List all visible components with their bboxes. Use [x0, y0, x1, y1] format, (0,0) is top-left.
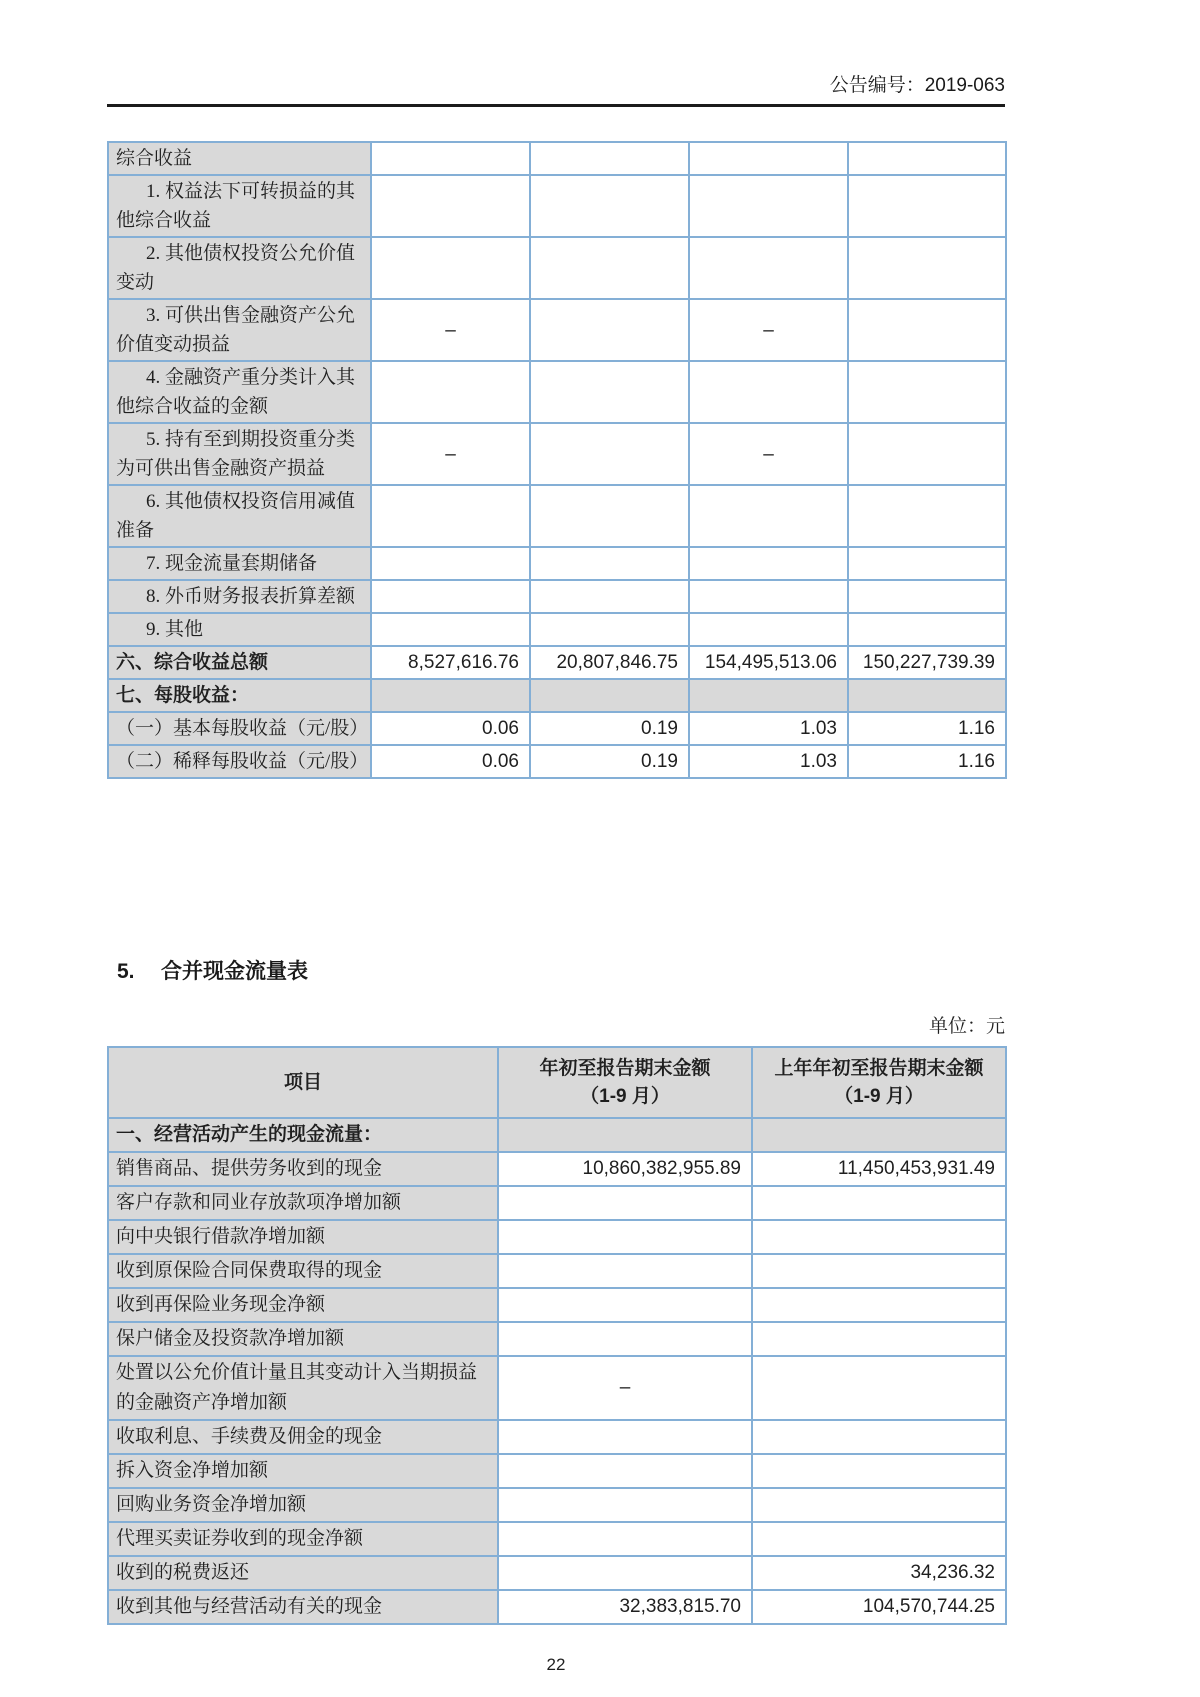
header-prior-period-column: [752, 1047, 1006, 1118]
announcement-number: 公告编号：2019-063: [829, 75, 1005, 96]
table-row: [108, 1254, 1006, 1288]
page-content: [107, 0, 1005, 1675]
table-row: [108, 485, 1006, 547]
value-cell: 32,383,815.70: [498, 1590, 752, 1624]
empty-value-cell: [498, 1254, 752, 1288]
value-cell: 104,570,744.25: [752, 1590, 1006, 1624]
value-cell: 0.06: [371, 745, 530, 778]
value-cell: 1.16: [848, 712, 1006, 745]
value-cell: 10,860,382,955.89: [498, 1152, 752, 1186]
row-label-cell: 8. 外币财务报表折算差额: [108, 580, 371, 613]
empty-value-cell: [371, 547, 530, 580]
table-row: [108, 142, 1006, 175]
nil-value-cell: –: [498, 1356, 752, 1420]
row-label-cell: （一）基本每股收益（元/股）: [108, 712, 371, 745]
table-row: [108, 1118, 1006, 1152]
empty-value-cell: [498, 1186, 752, 1220]
table-row: [108, 1288, 1006, 1322]
empty-value-cell: [848, 547, 1006, 580]
empty-value-cell: [848, 423, 1006, 485]
section-number: 5.: [117, 960, 135, 983]
empty-value-cell: [371, 142, 530, 175]
row-label-cell: 收到的税费返还: [108, 1556, 498, 1590]
row-label-cell: 6. 其他债权投资信用减值准备: [108, 485, 371, 547]
empty-value-cell: [689, 679, 848, 712]
page-number: 22: [546, 1655, 566, 1674]
table-row: [108, 745, 1006, 778]
row-label-cell: 2. 其他债权投资公允价值变动: [108, 237, 371, 299]
table-row: [108, 1152, 1006, 1186]
row-label-cell: 7. 现金流量套期储备: [108, 547, 371, 580]
empty-value-cell: [848, 299, 1006, 361]
empty-value-cell: [752, 1288, 1006, 1322]
empty-value-cell: [848, 175, 1006, 237]
row-label-cell: 拆入资金净增加额: [108, 1454, 498, 1488]
row-label-cell: 向中央银行借款净增加额: [108, 1220, 498, 1254]
row-label-cell: 回购业务资金净增加额: [108, 1488, 498, 1522]
empty-value-cell: [371, 613, 530, 646]
row-label-cell: 处置以公允价值计量且其变动计入当期损益的金融资产净增加额: [108, 1356, 498, 1420]
row-label-cell: 收取利息、手续费及佣金的现金: [108, 1420, 498, 1454]
empty-value-cell: [752, 1186, 1006, 1220]
empty-value-cell: [848, 361, 1006, 423]
row-label-cell: 收到原保险合同保费取得的现金: [108, 1254, 498, 1288]
empty-value-cell: [371, 485, 530, 547]
row-label-cell: 5. 持有至到期投资重分类为可供出售金融资产损益: [108, 423, 371, 485]
header-prior-period-line2: （1-9 月）: [834, 1085, 924, 1107]
empty-value-cell: [530, 299, 689, 361]
table-header-row: [108, 1047, 1006, 1118]
value-cell: 0.19: [530, 745, 689, 778]
row-label-cell: 一、经营活动产生的现金流量：: [108, 1118, 498, 1152]
empty-value-cell: [752, 1254, 1006, 1288]
comprehensive-income-table: [107, 141, 1007, 779]
empty-value-cell: [848, 142, 1006, 175]
table-row: [108, 712, 1006, 745]
empty-value-cell: [530, 142, 689, 175]
table-row: [108, 1186, 1006, 1220]
table-row: [108, 646, 1006, 679]
header-rule: [107, 104, 1005, 107]
value-cell: 0.06: [371, 712, 530, 745]
header-current-period-line2: （1-9 月）: [580, 1085, 670, 1107]
empty-value-cell: [530, 175, 689, 237]
value-cell: 1.03: [689, 745, 848, 778]
section-title: 合并现金流量表: [161, 960, 308, 983]
table-row: [108, 613, 1006, 646]
nil-value-cell: –: [689, 423, 848, 485]
row-label-cell: 收到再保险业务现金净额: [108, 1288, 498, 1322]
table-row: [108, 1488, 1006, 1522]
table-row: [108, 580, 1006, 613]
empty-value-cell: [498, 1322, 752, 1356]
table-row: [108, 1454, 1006, 1488]
empty-value-cell: [848, 580, 1006, 613]
table-row: [108, 1522, 1006, 1556]
header-item-label: 项目: [283, 1071, 322, 1093]
empty-value-cell: [752, 1420, 1006, 1454]
empty-value-cell: [371, 175, 530, 237]
empty-value-cell: [498, 1556, 752, 1590]
empty-value-cell: [530, 361, 689, 423]
empty-value-cell: [689, 580, 848, 613]
table-row: [108, 679, 1006, 712]
empty-value-cell: [752, 1454, 1006, 1488]
table-row: [108, 547, 1006, 580]
empty-value-cell: [530, 423, 689, 485]
empty-value-cell: [498, 1118, 752, 1152]
empty-value-cell: [848, 237, 1006, 299]
table-row: [108, 1220, 1006, 1254]
row-label-cell: 9. 其他: [108, 613, 371, 646]
table-row: [108, 175, 1006, 237]
empty-value-cell: [689, 613, 848, 646]
value-cell: 150,227,739.39: [848, 646, 1006, 679]
empty-value-cell: [752, 1322, 1006, 1356]
table-row: [108, 1420, 1006, 1454]
empty-value-cell: [689, 361, 848, 423]
row-label-cell: 保户储金及投资款净增加额: [108, 1322, 498, 1356]
empty-value-cell: [848, 679, 1006, 712]
row-label-cell: 收到其他与经营活动有关的现金: [108, 1590, 498, 1624]
empty-value-cell: [752, 1356, 1006, 1420]
nil-value-cell: –: [689, 299, 848, 361]
value-cell: 34,236.32: [752, 1556, 1006, 1590]
empty-value-cell: [498, 1288, 752, 1322]
empty-value-cell: [498, 1488, 752, 1522]
row-label-cell: 3. 可供出售金融资产公允价值变动损益: [108, 299, 371, 361]
value-cell: 8,527,616.76: [371, 646, 530, 679]
row-label-cell: 销售商品、提供劳务收到的现金: [108, 1152, 498, 1186]
empty-value-cell: [752, 1118, 1006, 1152]
value-cell: 20,807,846.75: [530, 646, 689, 679]
empty-value-cell: [498, 1522, 752, 1556]
row-label-cell: 4. 金融资产重分类计入其他综合收益的金额: [108, 361, 371, 423]
empty-value-cell: [689, 547, 848, 580]
cash-flow-table: [107, 1046, 1007, 1625]
table-row: [108, 237, 1006, 299]
row-label-cell: 客户存款和同业存放款项净增加额: [108, 1186, 498, 1220]
table-row: [108, 423, 1006, 485]
header-current-period-column: [498, 1047, 752, 1118]
table-row: [108, 1590, 1006, 1624]
row-label-cell: 七、每股收益：: [108, 679, 371, 712]
value-cell: 154,495,513.06: [689, 646, 848, 679]
empty-value-cell: [689, 142, 848, 175]
header-current-period-line1: 年初至报告期末金额: [539, 1057, 711, 1079]
empty-value-cell: [530, 485, 689, 547]
row-label-cell: 六、综合收益总额: [108, 646, 371, 679]
value-cell: 1.16: [848, 745, 1006, 778]
table-row: [108, 1322, 1006, 1356]
empty-value-cell: [752, 1488, 1006, 1522]
empty-value-cell: [498, 1420, 752, 1454]
empty-value-cell: [752, 1522, 1006, 1556]
empty-value-cell: [689, 485, 848, 547]
unit-label: 单位：元: [928, 1016, 1005, 1037]
empty-value-cell: [530, 613, 689, 646]
empty-value-cell: [848, 613, 1006, 646]
empty-value-cell: [530, 679, 689, 712]
empty-value-cell: [689, 175, 848, 237]
nil-value-cell: –: [371, 299, 530, 361]
empty-value-cell: [530, 237, 689, 299]
row-label-cell: 1. 权益法下可转损益的其他综合收益: [108, 175, 371, 237]
value-cell: 11,450,453,931.49: [752, 1152, 1006, 1186]
empty-value-cell: [752, 1220, 1006, 1254]
section-heading: [107, 955, 1005, 985]
empty-value-cell: [371, 361, 530, 423]
empty-value-cell: [530, 547, 689, 580]
empty-value-cell: [530, 580, 689, 613]
table-row: [108, 361, 1006, 423]
empty-value-cell: [371, 237, 530, 299]
empty-value-cell: [498, 1220, 752, 1254]
nil-value-cell: –: [371, 423, 530, 485]
empty-value-cell: [371, 679, 530, 712]
row-label-cell: 代理买卖证券收到的现金净额: [108, 1522, 498, 1556]
table-row: [108, 299, 1006, 361]
empty-value-cell: [498, 1454, 752, 1488]
row-label-cell: 综合收益: [108, 142, 371, 175]
table-row: [108, 1356, 1006, 1420]
header-prior-period-line1: 上年年初至报告期末金额: [774, 1057, 984, 1079]
empty-value-cell: [848, 485, 1006, 547]
empty-value-cell: [371, 580, 530, 613]
table-row: [108, 1556, 1006, 1590]
header-item-column: [108, 1047, 498, 1118]
row-label-cell: （二）稀释每股收益（元/股）: [108, 745, 371, 778]
value-cell: 1.03: [689, 712, 848, 745]
empty-value-cell: [689, 237, 848, 299]
value-cell: 0.19: [530, 712, 689, 745]
